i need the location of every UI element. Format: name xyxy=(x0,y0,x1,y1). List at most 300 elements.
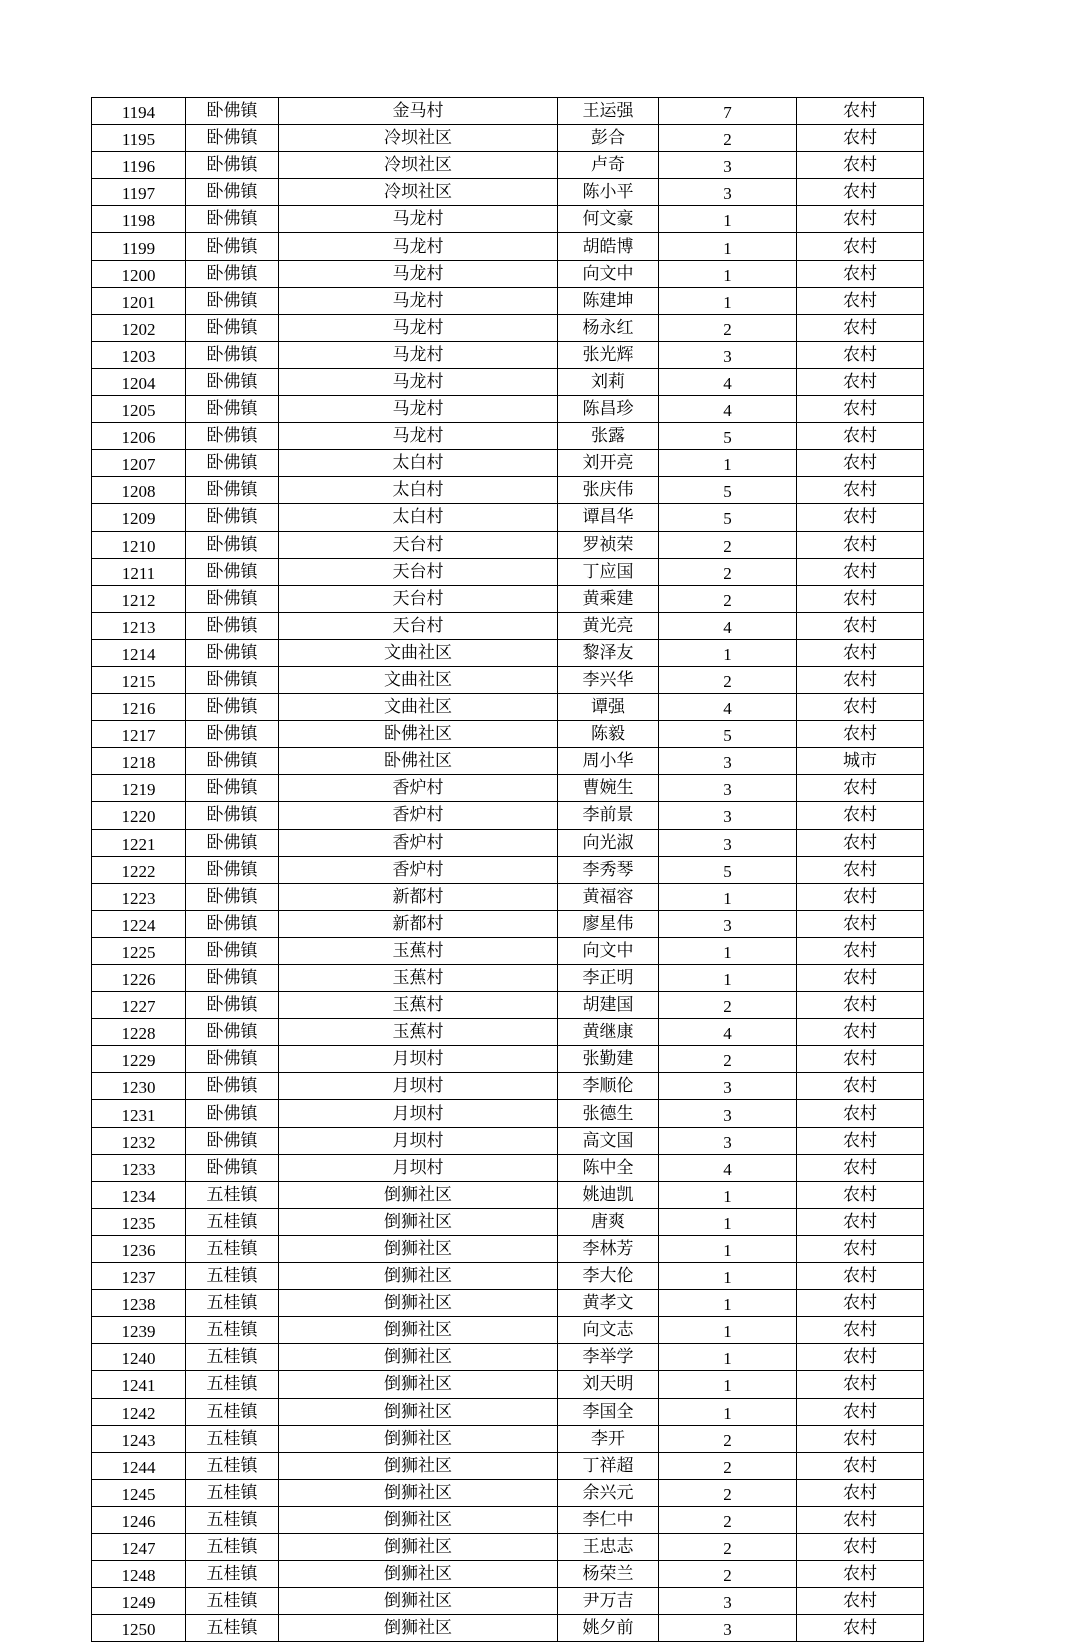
person-name-cell: 黎泽友 xyxy=(558,639,659,666)
town-cell: 卧佛镇 xyxy=(186,368,279,395)
table-row xyxy=(92,1615,924,1642)
count-cell: 1 xyxy=(659,1181,797,1208)
row-number-cell: 1199 xyxy=(92,233,186,260)
town-cell: 卧佛镇 xyxy=(186,937,279,964)
village-cell: 香炉村 xyxy=(279,829,558,856)
town-cell: 五桂镇 xyxy=(186,1588,279,1615)
person-name-cell: 王忠志 xyxy=(558,1533,659,1560)
count-cell: 2 xyxy=(659,1533,797,1560)
area-type-cell: 农村 xyxy=(797,1506,924,1533)
table-row xyxy=(92,1181,924,1208)
town-cell: 卧佛镇 xyxy=(186,585,279,612)
town-cell: 卧佛镇 xyxy=(186,1100,279,1127)
area-type-cell: 农村 xyxy=(797,206,924,233)
row-number-cell: 1221 xyxy=(92,829,186,856)
table-row xyxy=(92,1588,924,1615)
village-cell: 太白村 xyxy=(279,450,558,477)
village-cell: 倒狮社区 xyxy=(279,1235,558,1262)
town-cell: 卧佛镇 xyxy=(186,450,279,477)
table-row xyxy=(92,179,924,206)
row-number-cell: 1196 xyxy=(92,152,186,179)
row-number-cell: 1210 xyxy=(92,531,186,558)
row-number-cell: 1233 xyxy=(92,1154,186,1181)
table-row xyxy=(92,450,924,477)
area-type-cell: 农村 xyxy=(797,1154,924,1181)
row-number-cell: 1243 xyxy=(92,1425,186,1452)
area-type-cell: 农村 xyxy=(797,1235,924,1262)
table-row xyxy=(92,477,924,504)
row-number-cell: 1230 xyxy=(92,1073,186,1100)
village-cell: 倒狮社区 xyxy=(279,1208,558,1235)
town-cell: 五桂镇 xyxy=(186,1181,279,1208)
town-cell: 五桂镇 xyxy=(186,1479,279,1506)
count-cell: 4 xyxy=(659,612,797,639)
table-row xyxy=(92,1208,924,1235)
row-number-cell: 1222 xyxy=(92,856,186,883)
village-cell: 天台村 xyxy=(279,531,558,558)
person-name-cell: 杨荣兰 xyxy=(558,1561,659,1588)
town-cell: 卧佛镇 xyxy=(186,98,279,125)
area-type-cell: 农村 xyxy=(797,1561,924,1588)
count-cell: 2 xyxy=(659,558,797,585)
village-cell: 卧佛社区 xyxy=(279,721,558,748)
village-cell: 马龙村 xyxy=(279,314,558,341)
person-name-cell: 刘天明 xyxy=(558,1371,659,1398)
table-row xyxy=(92,1127,924,1154)
count-cell: 1 xyxy=(659,450,797,477)
count-cell: 2 xyxy=(659,1479,797,1506)
count-cell: 2 xyxy=(659,125,797,152)
village-cell: 马龙村 xyxy=(279,260,558,287)
person-name-cell: 黄福容 xyxy=(558,883,659,910)
row-number-cell: 1229 xyxy=(92,1046,186,1073)
area-type-cell: 城市 xyxy=(797,748,924,775)
town-cell: 五桂镇 xyxy=(186,1615,279,1642)
village-cell: 马龙村 xyxy=(279,341,558,368)
person-name-cell: 张勤建 xyxy=(558,1046,659,1073)
row-number-cell: 1209 xyxy=(92,504,186,531)
town-cell: 卧佛镇 xyxy=(186,748,279,775)
person-name-cell: 李正明 xyxy=(558,965,659,992)
count-cell: 1 xyxy=(659,965,797,992)
area-type-cell: 农村 xyxy=(797,1100,924,1127)
row-number-cell: 1245 xyxy=(92,1479,186,1506)
table-row xyxy=(92,639,924,666)
person-name-cell: 曹婉生 xyxy=(558,775,659,802)
row-number-cell: 1249 xyxy=(92,1588,186,1615)
table-row xyxy=(92,748,924,775)
area-type-cell: 农村 xyxy=(797,612,924,639)
table-row xyxy=(92,396,924,423)
village-cell: 倒狮社区 xyxy=(279,1398,558,1425)
town-cell: 卧佛镇 xyxy=(186,531,279,558)
row-number-cell: 1198 xyxy=(92,206,186,233)
table-row xyxy=(92,1344,924,1371)
area-type-cell: 农村 xyxy=(797,1588,924,1615)
table-row xyxy=(92,423,924,450)
area-type-cell: 农村 xyxy=(797,1425,924,1452)
count-cell: 3 xyxy=(659,910,797,937)
town-cell: 卧佛镇 xyxy=(186,775,279,802)
area-type-cell: 农村 xyxy=(797,856,924,883)
table-row xyxy=(92,802,924,829)
table-row xyxy=(92,1398,924,1425)
town-cell: 卧佛镇 xyxy=(186,612,279,639)
row-number-cell: 1205 xyxy=(92,396,186,423)
table-row xyxy=(92,260,924,287)
table-row xyxy=(92,883,924,910)
village-cell: 太白村 xyxy=(279,477,558,504)
village-cell: 倒狮社区 xyxy=(279,1615,558,1642)
count-cell: 2 xyxy=(659,585,797,612)
count-cell: 1 xyxy=(659,937,797,964)
town-cell: 卧佛镇 xyxy=(186,314,279,341)
area-type-cell: 农村 xyxy=(797,1181,924,1208)
count-cell: 3 xyxy=(659,179,797,206)
town-cell: 卧佛镇 xyxy=(186,721,279,748)
town-cell: 卧佛镇 xyxy=(186,639,279,666)
table-row xyxy=(92,775,924,802)
village-cell: 月坝村 xyxy=(279,1073,558,1100)
town-cell: 卧佛镇 xyxy=(186,558,279,585)
row-number-cell: 1194 xyxy=(92,98,186,125)
area-type-cell: 农村 xyxy=(797,937,924,964)
village-cell: 倒狮社区 xyxy=(279,1263,558,1290)
row-number-cell: 1237 xyxy=(92,1263,186,1290)
village-cell: 冷坝社区 xyxy=(279,125,558,152)
village-cell: 天台村 xyxy=(279,585,558,612)
village-cell: 玉蕉村 xyxy=(279,937,558,964)
table-row xyxy=(92,612,924,639)
table-row xyxy=(92,1425,924,1452)
village-cell: 卧佛社区 xyxy=(279,748,558,775)
area-type-cell: 农村 xyxy=(797,802,924,829)
person-name-cell: 丁应国 xyxy=(558,558,659,585)
person-name-cell: 李林芳 xyxy=(558,1235,659,1262)
table-row xyxy=(92,98,924,125)
town-cell: 五桂镇 xyxy=(186,1317,279,1344)
row-number-cell: 1248 xyxy=(92,1561,186,1588)
area-type-cell: 农村 xyxy=(797,233,924,260)
count-cell: 4 xyxy=(659,694,797,721)
row-number-cell: 1206 xyxy=(92,423,186,450)
row-number-cell: 1201 xyxy=(92,287,186,314)
row-number-cell: 1218 xyxy=(92,748,186,775)
town-cell: 卧佛镇 xyxy=(186,396,279,423)
area-type-cell: 农村 xyxy=(797,1019,924,1046)
table-row xyxy=(92,721,924,748)
town-cell: 五桂镇 xyxy=(186,1452,279,1479)
area-type-cell: 农村 xyxy=(797,1452,924,1479)
row-number-cell: 1228 xyxy=(92,1019,186,1046)
table-row xyxy=(92,937,924,964)
person-name-cell: 尹万吉 xyxy=(558,1588,659,1615)
area-type-cell: 农村 xyxy=(797,558,924,585)
town-cell: 卧佛镇 xyxy=(186,152,279,179)
person-name-cell: 卢奇 xyxy=(558,152,659,179)
village-cell: 倒狮社区 xyxy=(279,1317,558,1344)
table-body xyxy=(92,98,924,1642)
area-type-cell: 农村 xyxy=(797,477,924,504)
table-row xyxy=(92,1073,924,1100)
area-type-cell: 农村 xyxy=(797,965,924,992)
area-type-cell: 农村 xyxy=(797,694,924,721)
row-number-cell: 1202 xyxy=(92,314,186,341)
town-cell: 卧佛镇 xyxy=(186,179,279,206)
village-cell: 月坝村 xyxy=(279,1127,558,1154)
row-number-cell: 1223 xyxy=(92,883,186,910)
count-cell: 5 xyxy=(659,721,797,748)
person-name-cell: 李前景 xyxy=(558,802,659,829)
village-cell: 倒狮社区 xyxy=(279,1344,558,1371)
table-row xyxy=(92,233,924,260)
count-cell: 3 xyxy=(659,775,797,802)
count-cell: 1 xyxy=(659,206,797,233)
count-cell: 1 xyxy=(659,287,797,314)
row-number-cell: 1212 xyxy=(92,585,186,612)
person-name-cell: 李开 xyxy=(558,1425,659,1452)
row-number-cell: 1238 xyxy=(92,1290,186,1317)
person-name-cell: 陈小平 xyxy=(558,179,659,206)
row-number-cell: 1224 xyxy=(92,910,186,937)
village-cell: 玉蕉村 xyxy=(279,965,558,992)
village-cell: 香炉村 xyxy=(279,775,558,802)
person-name-cell: 彭合 xyxy=(558,125,659,152)
area-type-cell: 农村 xyxy=(797,1263,924,1290)
area-type-cell: 农村 xyxy=(797,585,924,612)
town-cell: 卧佛镇 xyxy=(186,125,279,152)
table-row xyxy=(92,1479,924,1506)
person-name-cell: 黄继康 xyxy=(558,1019,659,1046)
count-cell: 2 xyxy=(659,1046,797,1073)
village-cell: 香炉村 xyxy=(279,802,558,829)
table-row xyxy=(92,531,924,558)
row-number-cell: 1239 xyxy=(92,1317,186,1344)
count-cell: 1 xyxy=(659,883,797,910)
row-number-cell: 1213 xyxy=(92,612,186,639)
person-name-cell: 向文中 xyxy=(558,937,659,964)
count-cell: 3 xyxy=(659,152,797,179)
person-name-cell: 黄光亮 xyxy=(558,612,659,639)
count-cell: 3 xyxy=(659,1100,797,1127)
person-name-cell: 李兴华 xyxy=(558,666,659,693)
row-number-cell: 1250 xyxy=(92,1615,186,1642)
row-number-cell: 1231 xyxy=(92,1100,186,1127)
row-number-cell: 1244 xyxy=(92,1452,186,1479)
person-name-cell: 陈中全 xyxy=(558,1154,659,1181)
count-cell: 1 xyxy=(659,639,797,666)
town-cell: 五桂镇 xyxy=(186,1208,279,1235)
row-number-cell: 1226 xyxy=(92,965,186,992)
area-type-cell: 农村 xyxy=(797,1371,924,1398)
area-type-cell: 农村 xyxy=(797,1615,924,1642)
row-number-cell: 1225 xyxy=(92,937,186,964)
town-cell: 卧佛镇 xyxy=(186,883,279,910)
count-cell: 5 xyxy=(659,423,797,450)
area-type-cell: 农村 xyxy=(797,992,924,1019)
area-type-cell: 农村 xyxy=(797,125,924,152)
village-cell: 马龙村 xyxy=(279,396,558,423)
table-row xyxy=(92,504,924,531)
count-cell: 2 xyxy=(659,1452,797,1479)
village-cell: 马龙村 xyxy=(279,368,558,395)
person-name-cell: 李秀琴 xyxy=(558,856,659,883)
town-cell: 卧佛镇 xyxy=(186,666,279,693)
row-number-cell: 1234 xyxy=(92,1181,186,1208)
row-number-cell: 1219 xyxy=(92,775,186,802)
person-name-cell: 黄孝文 xyxy=(558,1290,659,1317)
table-row xyxy=(92,206,924,233)
count-cell: 3 xyxy=(659,1127,797,1154)
table-row xyxy=(92,694,924,721)
village-cell: 冷坝社区 xyxy=(279,152,558,179)
village-cell: 玉蕉村 xyxy=(279,1019,558,1046)
town-cell: 卧佛镇 xyxy=(186,287,279,314)
town-cell: 五桂镇 xyxy=(186,1398,279,1425)
count-cell: 3 xyxy=(659,341,797,368)
village-cell: 月坝村 xyxy=(279,1154,558,1181)
town-cell: 五桂镇 xyxy=(186,1425,279,1452)
count-cell: 2 xyxy=(659,666,797,693)
town-cell: 卧佛镇 xyxy=(186,1127,279,1154)
count-cell: 2 xyxy=(659,531,797,558)
table-row xyxy=(92,125,924,152)
row-number-cell: 1220 xyxy=(92,802,186,829)
person-name-cell: 廖星伟 xyxy=(558,910,659,937)
row-number-cell: 1214 xyxy=(92,639,186,666)
area-type-cell: 农村 xyxy=(797,1073,924,1100)
row-number-cell: 1208 xyxy=(92,477,186,504)
town-cell: 卧佛镇 xyxy=(186,829,279,856)
person-name-cell: 王运强 xyxy=(558,98,659,125)
town-cell: 卧佛镇 xyxy=(186,423,279,450)
person-name-cell: 向文志 xyxy=(558,1317,659,1344)
table-row xyxy=(92,1154,924,1181)
count-cell: 4 xyxy=(659,1154,797,1181)
area-type-cell: 农村 xyxy=(797,1127,924,1154)
area-type-cell: 农村 xyxy=(797,179,924,206)
table-row xyxy=(92,1533,924,1560)
area-type-cell: 农村 xyxy=(797,152,924,179)
count-cell: 2 xyxy=(659,314,797,341)
village-cell: 新都村 xyxy=(279,883,558,910)
village-cell: 倒狮社区 xyxy=(279,1506,558,1533)
row-number-cell: 1246 xyxy=(92,1506,186,1533)
count-cell: 2 xyxy=(659,1561,797,1588)
count-cell: 5 xyxy=(659,856,797,883)
count-cell: 1 xyxy=(659,1398,797,1425)
town-cell: 卧佛镇 xyxy=(186,856,279,883)
town-cell: 五桂镇 xyxy=(186,1533,279,1560)
town-cell: 卧佛镇 xyxy=(186,504,279,531)
person-name-cell: 张露 xyxy=(558,423,659,450)
person-name-cell: 李仁中 xyxy=(558,1506,659,1533)
count-cell: 1 xyxy=(659,1371,797,1398)
count-cell: 1 xyxy=(659,233,797,260)
town-cell: 五桂镇 xyxy=(186,1561,279,1588)
person-name-cell: 李顺伦 xyxy=(558,1073,659,1100)
table-row xyxy=(92,558,924,585)
row-number-cell: 1197 xyxy=(92,179,186,206)
area-type-cell: 农村 xyxy=(797,1398,924,1425)
area-type-cell: 农村 xyxy=(797,639,924,666)
table-row xyxy=(92,287,924,314)
village-cell: 玉蕉村 xyxy=(279,992,558,1019)
person-name-cell: 何文豪 xyxy=(558,206,659,233)
village-cell: 太白村 xyxy=(279,504,558,531)
area-type-cell: 农村 xyxy=(797,504,924,531)
village-cell: 倒狮社区 xyxy=(279,1479,558,1506)
row-number-cell: 1216 xyxy=(92,694,186,721)
village-cell: 月坝村 xyxy=(279,1046,558,1073)
count-cell: 5 xyxy=(659,477,797,504)
village-cell: 倒狮社区 xyxy=(279,1561,558,1588)
town-cell: 五桂镇 xyxy=(186,1290,279,1317)
row-number-cell: 1232 xyxy=(92,1127,186,1154)
area-type-cell: 农村 xyxy=(797,287,924,314)
area-type-cell: 农村 xyxy=(797,829,924,856)
person-name-cell: 向光淑 xyxy=(558,829,659,856)
row-number-cell: 1211 xyxy=(92,558,186,585)
town-cell: 五桂镇 xyxy=(186,1235,279,1262)
row-number-cell: 1217 xyxy=(92,721,186,748)
area-type-cell: 农村 xyxy=(797,396,924,423)
area-type-cell: 农村 xyxy=(797,531,924,558)
village-cell: 天台村 xyxy=(279,558,558,585)
table-row xyxy=(92,341,924,368)
table-row xyxy=(92,856,924,883)
village-cell: 倒狮社区 xyxy=(279,1290,558,1317)
village-cell: 马龙村 xyxy=(279,423,558,450)
row-number-cell: 1200 xyxy=(92,260,186,287)
person-name-cell: 胡皓博 xyxy=(558,233,659,260)
table-row xyxy=(92,666,924,693)
row-number-cell: 1215 xyxy=(92,666,186,693)
count-cell: 3 xyxy=(659,1073,797,1100)
area-type-cell: 农村 xyxy=(797,1317,924,1344)
row-number-cell: 1195 xyxy=(92,125,186,152)
person-name-cell: 陈建坤 xyxy=(558,287,659,314)
count-cell: 2 xyxy=(659,1506,797,1533)
town-cell: 五桂镇 xyxy=(186,1263,279,1290)
count-cell: 1 xyxy=(659,1290,797,1317)
count-cell: 3 xyxy=(659,748,797,775)
table-row xyxy=(92,585,924,612)
village-cell: 倒狮社区 xyxy=(279,1425,558,1452)
row-number-cell: 1241 xyxy=(92,1371,186,1398)
row-number-cell: 1235 xyxy=(92,1208,186,1235)
village-cell: 马龙村 xyxy=(279,287,558,314)
table-row xyxy=(92,1263,924,1290)
village-cell: 倒狮社区 xyxy=(279,1452,558,1479)
count-cell: 3 xyxy=(659,1615,797,1642)
person-name-cell: 罗祯荣 xyxy=(558,531,659,558)
table-row xyxy=(92,1100,924,1127)
area-type-cell: 农村 xyxy=(797,883,924,910)
person-name-cell: 刘莉 xyxy=(558,368,659,395)
area-type-cell: 农村 xyxy=(797,423,924,450)
count-cell: 2 xyxy=(659,1425,797,1452)
town-cell: 卧佛镇 xyxy=(186,992,279,1019)
table-row xyxy=(92,1371,924,1398)
person-name-cell: 高文国 xyxy=(558,1127,659,1154)
town-cell: 卧佛镇 xyxy=(186,802,279,829)
area-type-cell: 农村 xyxy=(797,1533,924,1560)
table-row xyxy=(92,1290,924,1317)
area-type-cell: 农村 xyxy=(797,314,924,341)
table-row xyxy=(92,965,924,992)
table-row xyxy=(92,1235,924,1262)
